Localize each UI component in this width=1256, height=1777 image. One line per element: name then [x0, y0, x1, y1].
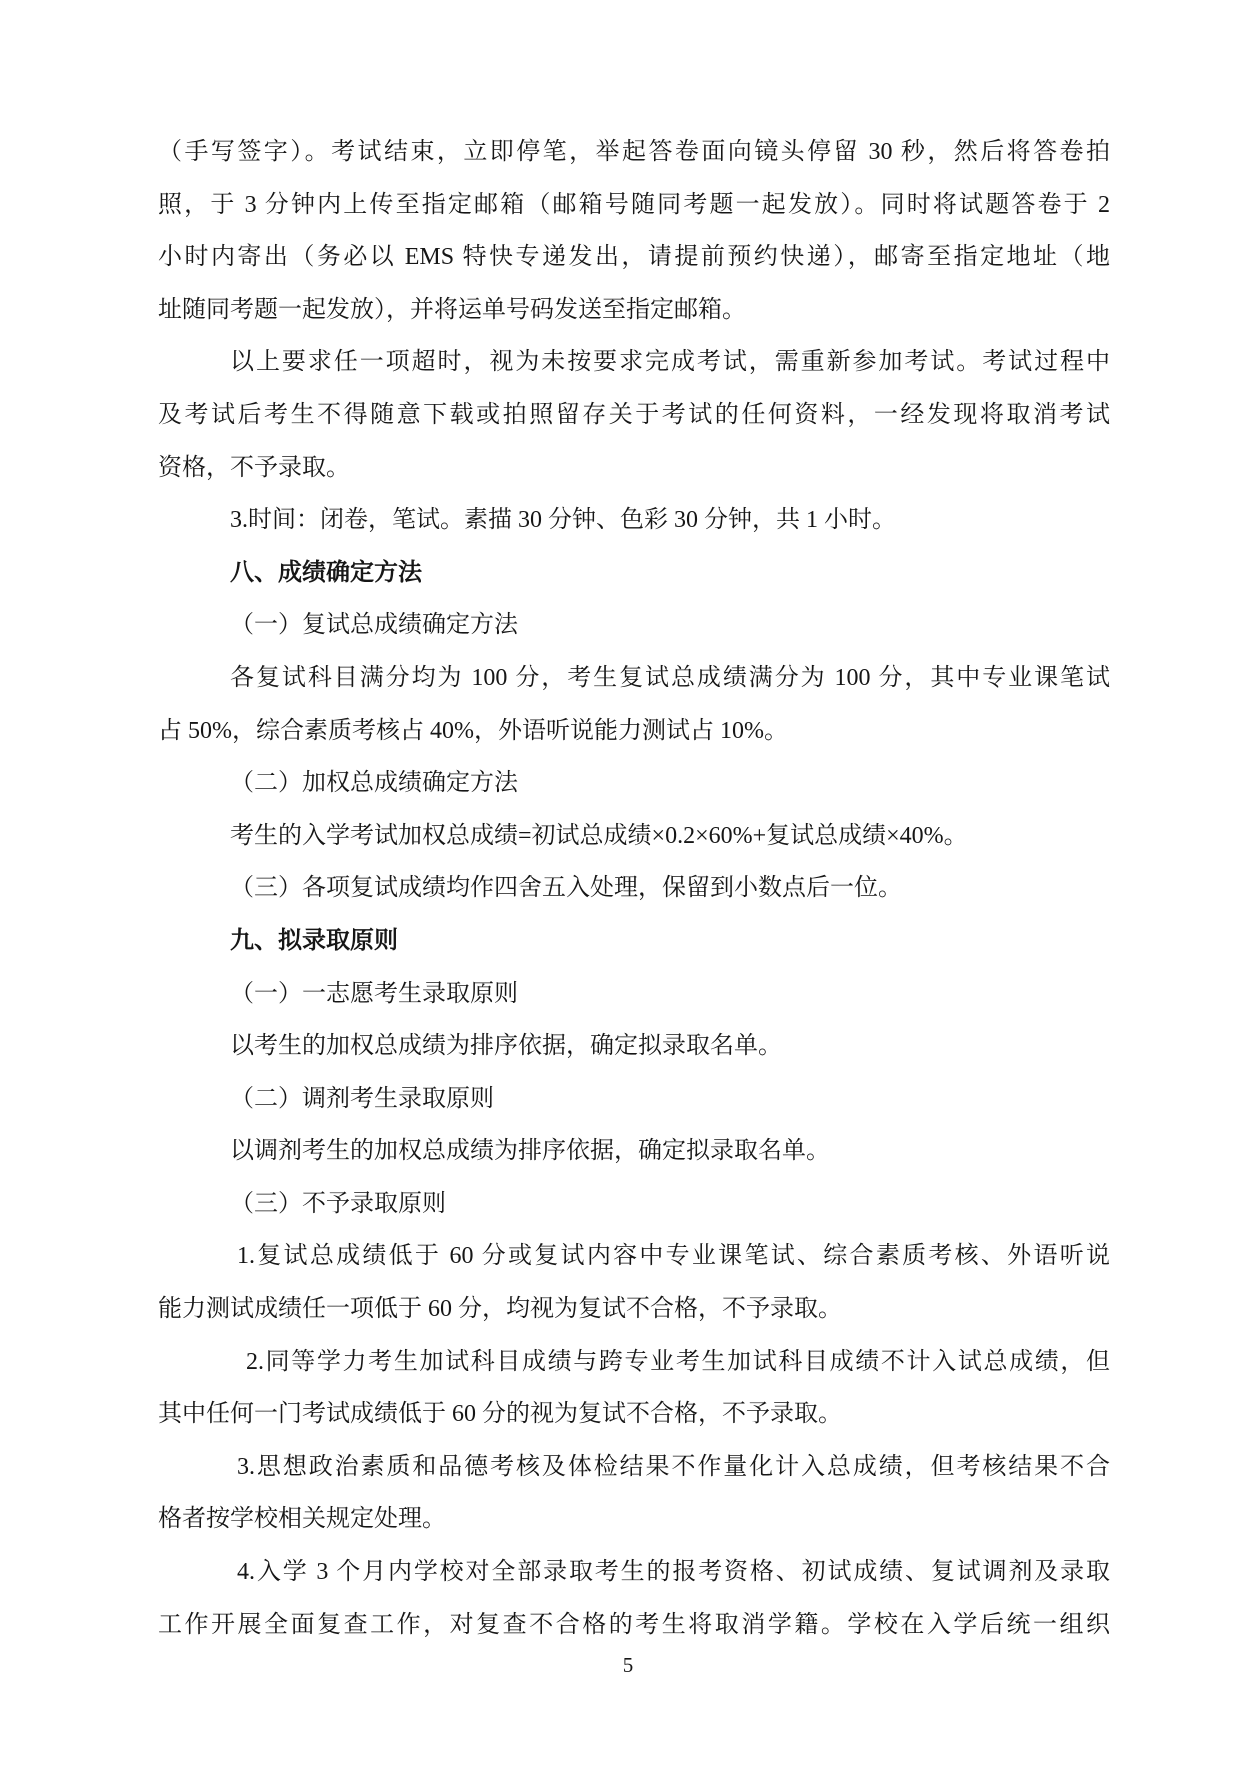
text-line: 能力测试成绩任一项低于 60 分，均视为复试不合格，不予录取。 [158, 1296, 842, 1323]
text-line: 其中任何一门考试成绩低于 60 分的视为复试不合格，不予录取。 [158, 1401, 842, 1428]
text-line: （二）调剂考生录取原则 [230, 1085, 494, 1112]
text-line: （三）不予录取原则 [230, 1190, 446, 1217]
text-line: （三）各项复试成绩均作四舍五入处理，保留到小数点后一位。 [230, 875, 902, 902]
text-line: 考生的入学考试加权总成绩=初试总成绩×0.2×60%+复试总成绩×40%。 [230, 822, 968, 849]
text-line: （一）复试总成绩确定方法 [230, 612, 518, 639]
text-line: 4.入学 3 个月内学校对全部录取考生的报考资格、初试成绩、复试调剂及录取 [237, 1559, 1110, 1586]
text-line: （手写签字）。考试结束，立即停笔，举起答卷面向镜头停留 30 秒，然后将答卷拍 [158, 139, 1110, 165]
document-body [158, 126, 1110, 1651]
text-line: 以考生的加权总成绩为排序依据，确定拟录取名单。 [230, 1033, 782, 1060]
text-line: 2.同等学力考生加试科目成绩与跨专业考生加试科目成绩不计入试总成绩，但 [246, 1348, 1110, 1375]
text-line: 以上要求任一项超时，视为未按要求完成考试，需重新参加考试。考试过程中 [230, 349, 1110, 376]
text-line: 及考试后考生不得随意下载或拍照留存关于考试的任何资料，一经发现将取消考试 [158, 401, 1110, 428]
text-line: 工作开展全面复查工作，对复查不合格的考生将取消学籍。学校在入学后统一组织 [158, 1611, 1110, 1638]
text-line: 小时内寄出（务必以 EMS 特快专递发出，请提前预约快递），邮寄至指定地址（地 [158, 244, 1110, 271]
text-line: 格者按学校相关规定处理。 [158, 1506, 446, 1533]
text-line: （一）一志愿考生录取原则 [230, 980, 518, 1007]
text-line: 照，于 3 分钟内上传至指定邮箱（邮箱号随同考题一起发放）。同时将试题答卷于 2 [158, 191, 1110, 218]
text-line: 址随同考题一起发放），并将运单号码发送至指定邮箱。 [158, 296, 746, 323]
text-line: 3.时间：闭卷，笔试。素描 30 分钟、色彩 30 分钟，共 1 小时。 [230, 507, 896, 534]
page-number: 5 [622, 1653, 634, 1677]
section-heading: 八、成绩确定方法 [230, 559, 422, 586]
text-line: （二）加权总成绩确定方法 [230, 770, 518, 797]
text-line: 以调剂考生的加权总成绩为排序依据，确定拟录取名单。 [230, 1138, 830, 1165]
text-line: 资格，不予录取。 [158, 454, 350, 481]
text-line: 各复试科目满分均为 100 分，考生复试总成绩满分为 100 分，其中专业课笔试 [230, 664, 1110, 691]
section-heading: 九、拟录取原则 [230, 927, 398, 954]
text-line: 占 50%，综合素质考核占 40%，外语听说能力测试占 10%。 [158, 717, 788, 744]
text-line: 3.思想政治素质和品德考核及体检结果不作量化计入总成绩，但考核结果不合 [237, 1453, 1110, 1480]
text-line: 1.复试总成绩低于 60 分或复试内容中专业课笔试、综合素质考核、外语听说 [237, 1243, 1110, 1270]
